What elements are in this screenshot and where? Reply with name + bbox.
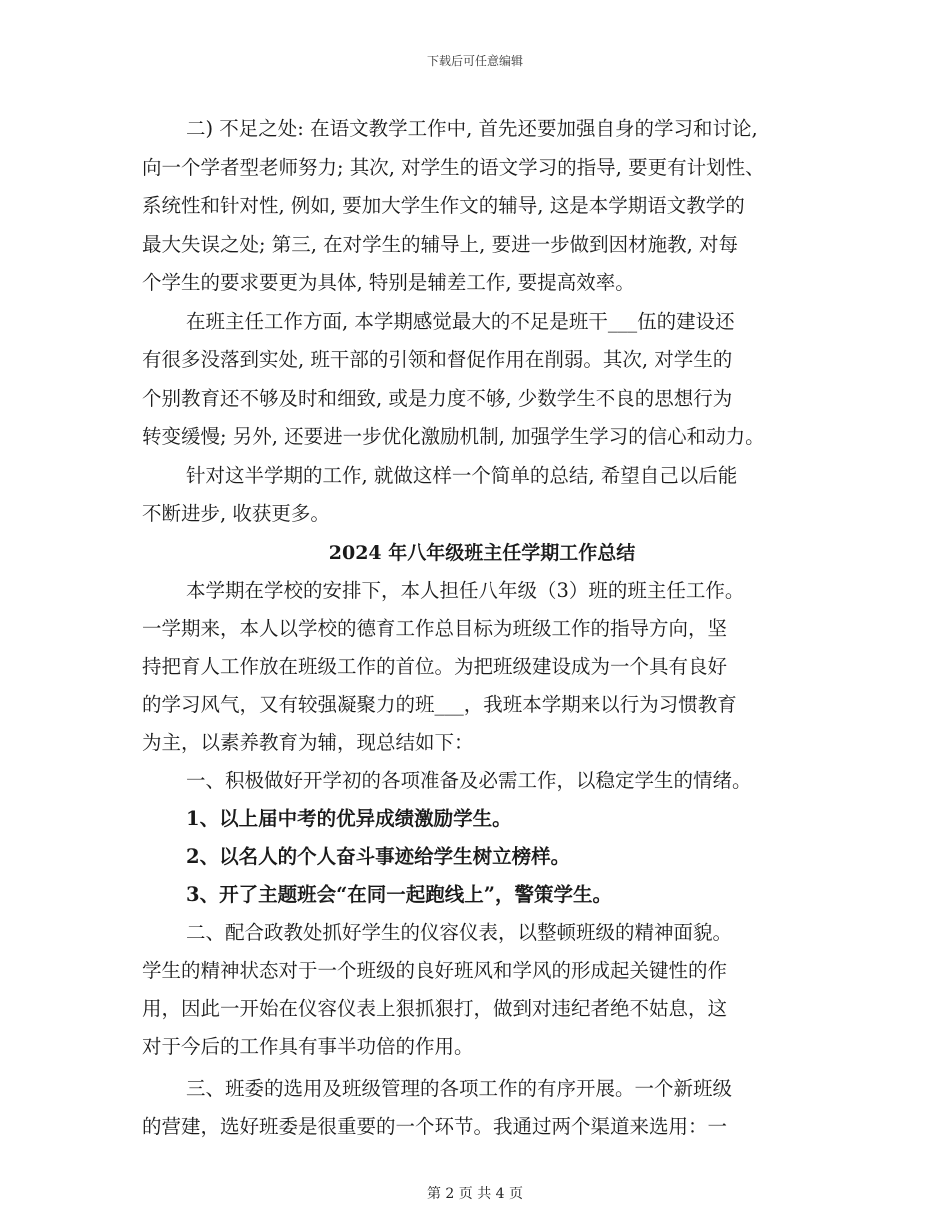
text-line: 个学生的要求要更为具体, 特别是辅差工作, 要提高效率。: [142, 271, 635, 294]
text-line: 针对这半学期的工作, 就做这样一个简单的总结, 希望自己以后能: [186, 463, 738, 487]
text-line: 向一个学者型老师努力; 其次, 对学生的语文学习的指导, 要更有计划性、: [142, 155, 765, 179]
text-line: 持把育人工作放在班级工作的首位。为把班级建设成为一个具有良好: [142, 654, 728, 678]
text-line: 的学习风气，又有较强凝聚力的班___，我班本学期来以行为习惯教育: [142, 692, 737, 716]
text-line: 不断进步, 收获更多。: [142, 502, 330, 525]
text-line: 本学期在学校的安排下，本人担任八年级（3）班的班主任工作。: [186, 578, 745, 602]
text-line: 系统性和针对性, 例如, 要加大学生作文的辅导, 这是本学期语文教学的: [142, 194, 745, 217]
text-line: 一、积极做好开学初的各项准备及必需工作，以稳定学生的情绪。: [186, 768, 752, 792]
bold-list-item: 2、以名人的个人奋斗事迹给学生树立榜样。: [186, 844, 571, 868]
bold-list-item: 1、以上届中考的优异成绩激励学生。: [186, 806, 512, 830]
text-line: 有很多没落到实处, 班干部的引领和督促作用在削弱。其次, 对学生的: [142, 348, 733, 371]
paragraph-item-two: [142, 914, 822, 1066]
text-line: 个别教育还不够及时和细致, 或是力度不够, 少数学生不良的思想行为: [142, 386, 733, 410]
text-line: 在班主任工作方面, 本学期感觉最大的不足是班干___伍的建设还: [186, 309, 735, 333]
text-line: 学生的精神状态对于一个班级的良好班风和学风的形成起关键性的作: [142, 958, 728, 982]
section-title: 2024 年八年级班主任学期工作总结: [328, 541, 636, 564]
page-header: 下载后可任意编辑: [426, 54, 523, 68]
paragraph-closing: [142, 457, 822, 534]
summary-section: [142, 572, 822, 1146]
text-line: 一学期来，本人以学校的德育工作总目标为班级工作的指导方向，坚: [142, 616, 728, 640]
text-line: 转变缓慢; 另外, 还要进一步优化激励机制, 加强学生学习的信心和动力。: [142, 425, 765, 448]
paragraph-intro: [142, 572, 822, 762]
bold-list: [142, 800, 822, 914]
paragraph-item-one: [142, 762, 822, 800]
paragraph-class-teacher-work: [142, 303, 822, 457]
document-body: [142, 110, 822, 1146]
text-line: 二) 不足之处: 在语文教学工作中, 首先还要加强自身的学习和讨论,: [186, 117, 758, 140]
text-line: 三、班委的选用及班级管理的各项工作的有序开展。一个新班级: [186, 1076, 733, 1100]
text-line: 用，因此一开始在仪容仪表上狠抓狠打，做到对违纪者绝不姑息，这: [142, 996, 728, 1020]
text-line: 二、配合政教处抓好学生的仪容仪表，以整顿班级的精神面貌。: [186, 920, 733, 944]
text-line: 对于今后的工作具有事半功倍的作用。: [142, 1034, 474, 1058]
text-line: 为主，以素养教育为辅，现总结如下：: [142, 730, 474, 754]
text-line: 的营建，选好班委是很重要的一个环节。我通过两个渠道来选用：一: [142, 1114, 728, 1138]
bold-list-item: 3、开了主题班会“在同一起跑线上”，警策学生。: [186, 882, 613, 906]
previous-section: [142, 110, 822, 534]
page-footer: 第 2 页 共 4 页: [426, 1186, 524, 1202]
paragraph-item-three: [142, 1070, 822, 1146]
text-line: 最大失误之处; 第三, 在对学生的辅导上, 要进一步做到因材施教, 对每: [142, 232, 738, 256]
paragraph-shortcomings: [142, 110, 822, 303]
